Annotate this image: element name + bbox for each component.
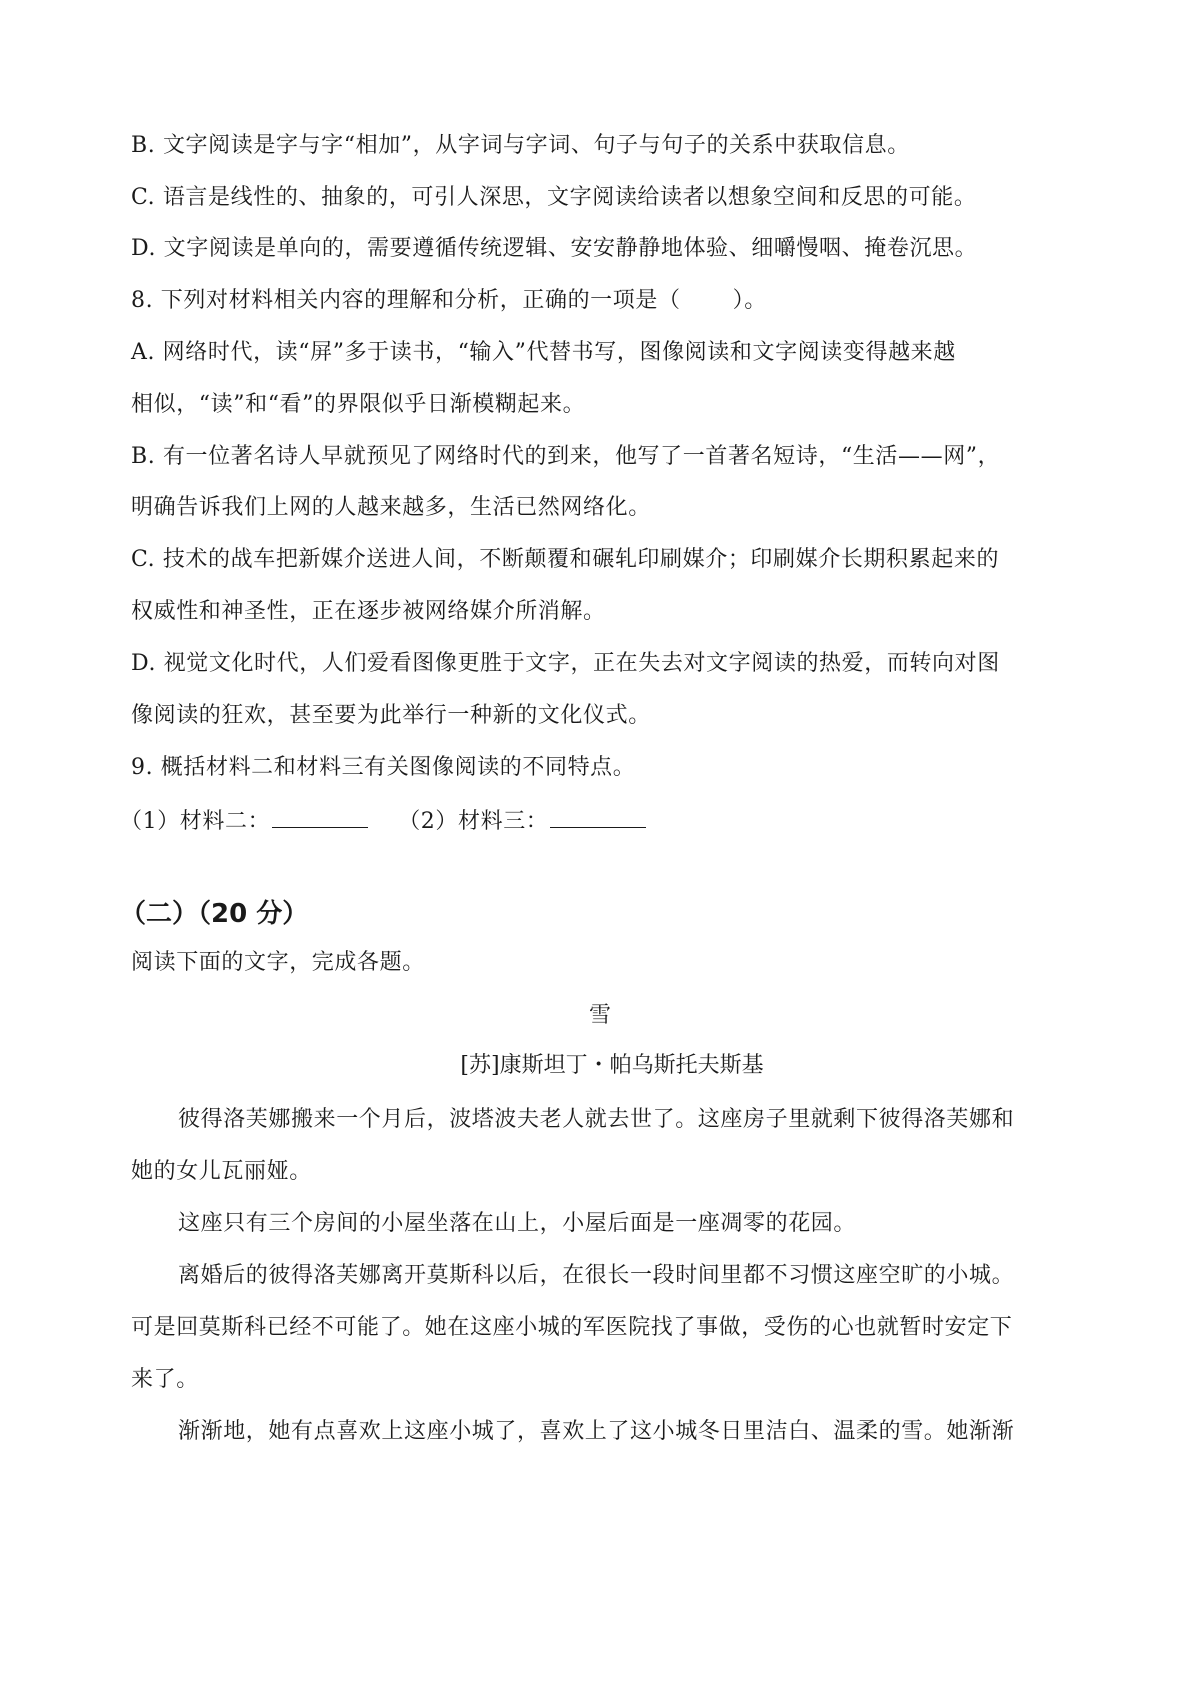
passage-p1-line2: 她的女儿瓦丽娅。 <box>131 1159 312 1184</box>
q8-option-d-line1: D. 视觉文化时代，人们爱看图像更胜于文字，正在失去对文字阅读的热爱，而转向对图 <box>131 651 1000 676</box>
passage-title: 雪 <box>588 1003 611 1028</box>
passage-p3-line2: 可是回莫斯科已经不可能了。她在这座小城的军医院找了事做，受伤的心也就暂时安定下 <box>131 1315 1013 1340</box>
q9-answer-row <box>120 805 1080 837</box>
passage-p4-line1: 渐渐地，她有点喜欢上这座小城了，喜欢上了这小城冬日里洁白、温柔的雪。她渐渐 <box>178 1419 1015 1444</box>
passage-p1-line1: 彼得洛芙娜搬来一个月后，波塔波夫老人就去世了。这座房子里就剩下彼得洛芙娜和 <box>178 1107 1015 1132</box>
q9-stem: 9. 概括材料二和材料三有关图像阅读的不同特点。 <box>131 755 636 780</box>
section-instruction: 阅读下面的文字，完成各题。 <box>131 950 425 975</box>
q8-option-c-line1: C. 技术的战车把新媒介送进人间，不断颠覆和碾轧印刷媒介；印刷媒介长期积累起来的 <box>131 547 1000 572</box>
passage-author: [苏]康斯坦丁・帕乌斯托夫斯基 <box>460 1053 764 1078</box>
q9-part1-label: （1）材料二： <box>120 809 271 834</box>
q7-option-d: D. 文字阅读是单向的，需要遵循传统逻辑、安安静静地体验、细嚼慢咽、掩卷沉思。 <box>131 236 978 261</box>
q8-option-a-line1: A. 网络时代，读“屏”多于读书，“输入”代替书写，图像阅读和文字阅读变得越来越 <box>131 340 956 365</box>
q8-option-c-line2: 权威性和神圣性，正在逐步被网络媒介所消解。 <box>131 599 606 624</box>
q8-option-a-line2: 相似，“读”和“看”的界限似乎日渐模糊起来。 <box>131 392 586 417</box>
passage-p3-line3: 来了。 <box>131 1367 199 1392</box>
q7-option-c: C. 语言是线性的、抽象的，可引人深思，文字阅读给读者以想象空间和反思的可能。 <box>131 185 977 210</box>
q7-option-b: B. 文字阅读是字与字“相加”，从字词与字词、句子与句子的关系中获取信息。 <box>131 133 910 158</box>
q8-option-d-line2: 像阅读的狂欢，甚至要为此举行一种新的文化仪式。 <box>131 703 651 728</box>
q8-stem-text: 8. 下列对材料相关内容的理解和分析，正确的一项是（ <box>131 288 681 313</box>
q9-part2-label: （2）材料三： <box>398 809 549 834</box>
q9-part2-blank[interactable] <box>550 805 646 828</box>
q9-part1-blank[interactable] <box>272 805 368 828</box>
passage-p2-line1: 这座只有三个房间的小屋坐落在山上，小屋后面是一座凋零的花园。 <box>178 1211 857 1236</box>
q8-stem <box>131 286 1091 316</box>
q8-stem-close: ）。 <box>732 288 767 313</box>
section-heading: （二）（20 分） <box>120 899 309 929</box>
passage-p3-line1: 离婚后的彼得洛芙娜离开莫斯科以后，在很长一段时间里都不习惯这座空旷的小城。 <box>178 1263 1015 1288</box>
q8-option-b-line2: 明确告诉我们上网的人越来越多，生活已然网络化。 <box>131 495 651 520</box>
q8-option-b-line1: B. 有一位著名诗人早就预见了网络时代的到来，他写了一首著名短诗，“生活——网”， <box>131 444 1001 469</box>
